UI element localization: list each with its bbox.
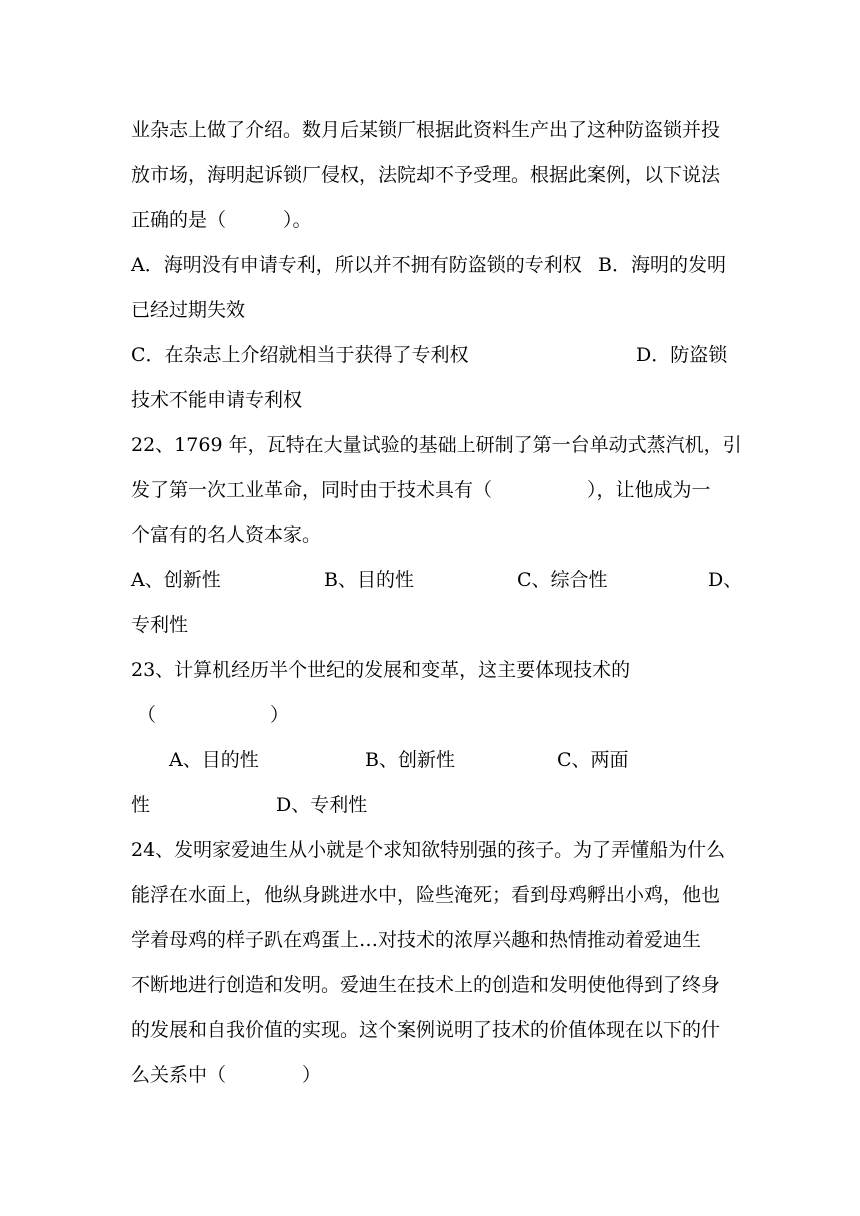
q24-text-line-1: 24、发明家爱迪生从小就是个求知欲特别强的孩子。为了弄懂船为什么 xyxy=(131,839,726,861)
q21-option-b: B．海明的发明 xyxy=(598,254,726,276)
q22-option-d: D、 xyxy=(708,569,743,591)
q22-option-b: B、目的性 xyxy=(324,569,414,591)
q21-text-line-2: 放市场，海明起诉锁厂侵权，法院却不予受理。根据此案例，以下说法 xyxy=(131,164,721,186)
q22-option-d-continued: 专利性 xyxy=(131,614,189,636)
q23-option-a: A、目的性 xyxy=(169,749,259,771)
q23-option-c: C、两面 xyxy=(557,749,629,771)
q23-option-d: D、专利性 xyxy=(276,794,368,816)
q21-option-c: C．在杂志上介绍就相当于获得了专利权 xyxy=(131,344,469,366)
q21-option-b-continued: 已经过期失效 xyxy=(131,299,246,321)
q24-text-line-4: 不断地进行创造和发明。爱迪生在技术上的创造和发明使他得到了终身 xyxy=(131,974,721,996)
q21-option-d: D．防盗锁 xyxy=(636,344,728,366)
q23-option-c-continued: 性 xyxy=(131,794,151,816)
q21-text-line-1: 业杂志上做了介绍。数月后某锁厂根据此资料生产出了这种防盗锁并投 xyxy=(131,119,721,141)
q24-text-line-2: 能浮在水面上，他纵身跳进水中，险些淹死；看到母鸡孵出小鸡，他也 xyxy=(131,884,721,906)
q21-text-line-3: 正确的是（ ）。 xyxy=(131,209,312,231)
q21-option-d-continued: 技术不能申请专利权 xyxy=(131,389,303,411)
q24-text-line-5: 的发展和自我价值的实现。这个案例说明了技术的价值体现在以下的什 xyxy=(131,1019,721,1041)
q24-text-line-6: 么关系中（ ） xyxy=(131,1064,322,1086)
q24-text-line-3: 学着母鸡的样子趴在鸡蛋上…对技术的浓厚兴趣和热情推动着爱迪生 xyxy=(131,929,702,951)
q23-option-b: B、创新性 xyxy=(365,749,455,771)
q22-text-line-2: 发了第一次工业革命，同时由于技术具有（ ），让他成为一 xyxy=(131,479,711,501)
q22-text-line-1: 22、1769 年，瓦特在大量试验的基础上研制了第一台单动式蒸汽机，引 xyxy=(131,434,742,456)
q23-text-line-1: 23、计算机经历半个世纪的发展和变革，这主要体现技术的 xyxy=(131,659,631,681)
q22-text-line-3: 个富有的名人资本家。 xyxy=(131,524,322,546)
q22-option-c: C、综合性 xyxy=(517,569,608,591)
q21-option-a: A．海明没有申请专利，所以并不拥有防盗锁的专利权 xyxy=(131,254,582,276)
q23-answer-blank: （ ） xyxy=(137,704,290,726)
q22-option-a: A、创新性 xyxy=(131,569,221,591)
